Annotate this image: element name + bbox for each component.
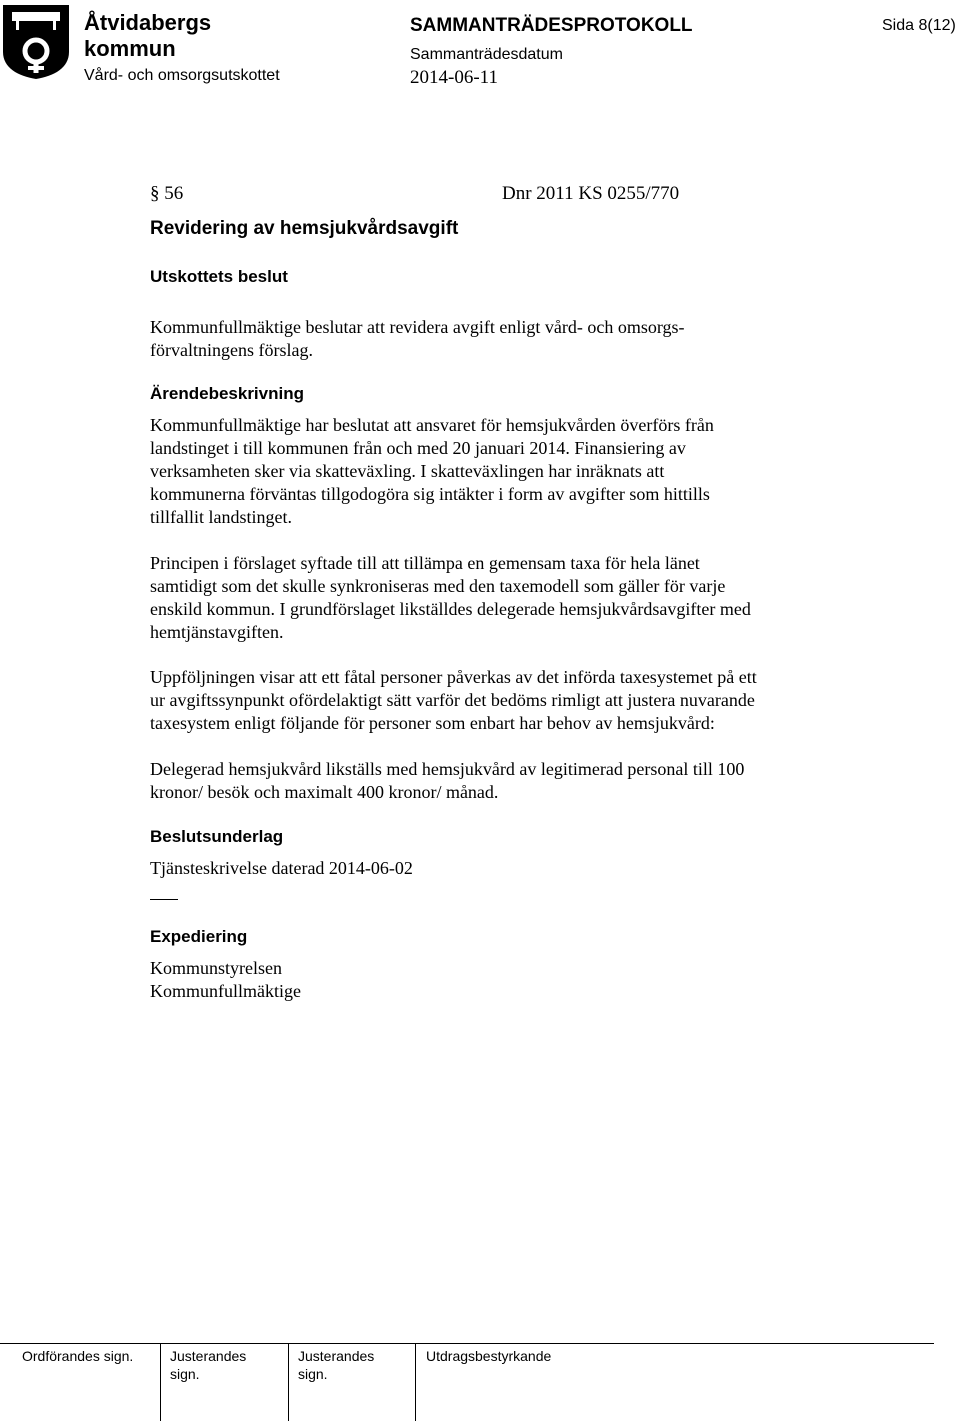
- decision-heading: Utskottets beslut: [150, 267, 288, 286]
- case-number: Dnr 2011 KS 0255/770: [502, 183, 680, 204]
- paragraph-line: ur avgiftssynpunkt ofördelaktigt sätt varför det bedöms rimligt att justera nuvarande: [150, 690, 755, 710]
- org-name-line2: kommun: [84, 36, 176, 61]
- meeting-date: 2014-06-11: [410, 67, 498, 88]
- paragraph-line: Uppföljningen visar att ett fåtal personer påverkas av det införda taxesystemet på ett: [150, 667, 757, 687]
- document-type: SAMMANTRÄDESPROTOKOLL: [410, 15, 693, 36]
- footer-rule: [0, 1343, 934, 1344]
- org-name-line1: Åtvidabergs: [84, 10, 212, 35]
- page-number: Sida 8(12): [882, 17, 956, 34]
- footer-divider: [160, 1343, 161, 1421]
- paragraph-line: tillfallit landstinget.: [150, 507, 292, 527]
- item-title: Revidering av hemsjukvårdsavgift: [150, 218, 459, 239]
- adjuster1-signature-label-line2: sign.: [170, 1366, 200, 1382]
- paragraph-line: landstinget i till kommunen från och med 20 januari 2014. Finansiering av: [150, 438, 686, 458]
- adjuster2-signature-label: Justerandes: [298, 1348, 375, 1364]
- paragraph-line: Principen i förslaget syftade till att tillämpa en gemensam taxa för hela länet: [150, 553, 700, 573]
- basis-text: Tjänsteskrivelse daterad 2014-06-02: [150, 858, 413, 878]
- paragraph-line: kronor/ besök och maximalt 400 kronor/ månad.: [150, 782, 499, 802]
- chair-signature-label: Ordförandes sign.: [22, 1348, 134, 1364]
- certifier-label: Utdragsbestyrkande: [426, 1348, 552, 1364]
- adjuster1-signature-label: Justerandes: [170, 1348, 247, 1364]
- paragraph-line: hemtjänstavgiften.: [150, 622, 284, 642]
- municipality-logo: [2, 4, 70, 80]
- meeting-date-label: Sammanträdesdatum: [410, 46, 563, 63]
- paragraph-line: verksamheten sker via skatteväxling. I skatteväxlingen har inräknats att: [150, 461, 665, 481]
- decision-text-line: förvaltningens förslag.: [150, 340, 313, 360]
- paragraph-line: enskild kommun. I grundförslaget likställdes delegerade hemsjukvårdsavgifter med: [150, 599, 751, 619]
- footer-divider: [288, 1343, 289, 1421]
- paragraph-line: kommunerna förväntas tillgodogöra sig intäkter i form av avgifter som hittills: [150, 484, 710, 504]
- decision-text-line: Kommunfullmäktige beslutar att revidera avgift enligt vård- och omsorgs-: [150, 317, 685, 337]
- paragraph-line: taxesystem enligt följande för personer som enbart har behov av hemsjukvård:: [150, 713, 715, 733]
- description-heading: Ärendebeskrivning: [150, 384, 304, 403]
- adjuster2-signature-label-line2: sign.: [298, 1366, 328, 1382]
- dispatch-recipient: Kommunfullmäktige: [150, 981, 301, 1001]
- footer-divider: [415, 1343, 416, 1421]
- paragraph-line: Delegerad hemsjukvård likställs med hemsjukvård av legitimerad personal till 100: [150, 759, 745, 779]
- department-name: Vård- och omsorgsutskottet: [84, 67, 280, 84]
- paragraph-line: samtidigt som det skulle synkroniseras med den taxemodell som gäller för varje: [150, 576, 726, 596]
- dispatch-heading: Expediering: [150, 927, 248, 946]
- basis-heading: Beslutsunderlag: [150, 827, 284, 846]
- separator-line: [150, 899, 178, 900]
- section-number: § 56: [150, 183, 184, 204]
- paragraph-line: Kommunfullmäktige har beslutat att ansvaret för hemsjukvården överförs från: [150, 415, 714, 435]
- dispatch-recipient: Kommunstyrelsen: [150, 958, 282, 978]
